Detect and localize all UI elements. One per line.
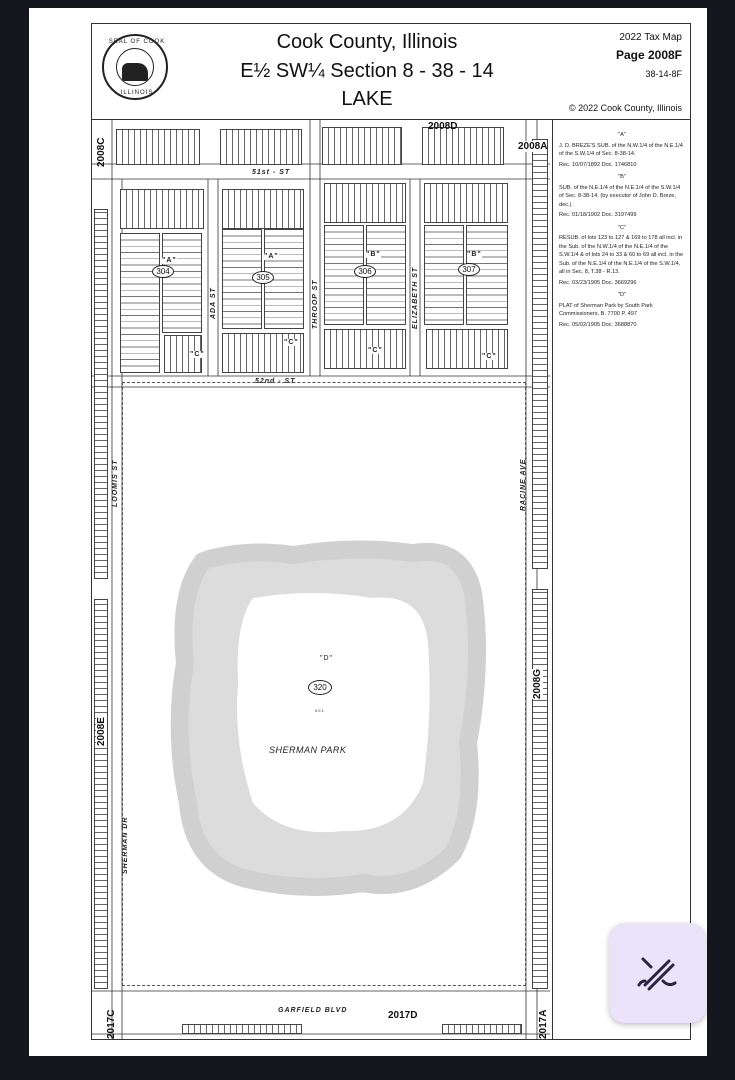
parcel-strip bbox=[324, 183, 406, 223]
street-sherman: SHERMAN DR bbox=[122, 816, 129, 874]
block-number: 305 bbox=[252, 271, 274, 284]
legend-record: Rec. 01/18/1902 Doc. 3197499 bbox=[559, 212, 637, 218]
block-number: 306 bbox=[354, 265, 376, 278]
parcel-strip bbox=[424, 183, 508, 223]
block-number: 304 bbox=[152, 265, 174, 278]
map-code: 38-14-8F bbox=[645, 69, 682, 79]
legend-key: "B" bbox=[618, 174, 626, 180]
legend-record: Rec. 05/02/1905 Doc. 3688870 bbox=[559, 321, 637, 328]
street-ada: ADA ST bbox=[210, 287, 217, 319]
parcel-strip bbox=[120, 189, 204, 229]
subdivision-letter: "B" bbox=[366, 251, 381, 258]
parcel-strip bbox=[324, 329, 406, 369]
subdivision-letter: "A" bbox=[162, 257, 177, 264]
park-subdivision-letter: "D" bbox=[320, 655, 334, 662]
street-52nd: 52nd - ST bbox=[255, 378, 296, 385]
parcel-strip bbox=[442, 1024, 522, 1034]
subdivision-legend bbox=[552, 119, 690, 1040]
seal-text-bottom: ILLINOIS bbox=[120, 90, 154, 96]
adjacent-page-bottom-center: 2017D bbox=[388, 1010, 418, 1021]
seal-text-top: SEAL OF COOK bbox=[108, 39, 166, 45]
subdivision-letter: "C" bbox=[482, 353, 497, 360]
park-block-number: 320 bbox=[308, 680, 332, 695]
subdivision-letter: "A" bbox=[264, 253, 279, 260]
copyright: © 2022 Cook County, Illinois bbox=[568, 103, 682, 113]
adjacent-page-bottom-left: 2017C bbox=[106, 1009, 117, 1039]
legend-text: SUB. of the N.E.1/4 of the N.E.1/4 of the S.W.1/4 of Sec. 8-38-14. (by executor of John D. Breze, dec.) bbox=[559, 184, 681, 208]
street-racine: RACINE AVE bbox=[520, 458, 527, 511]
parcel-rows bbox=[424, 225, 464, 325]
parcel-strip bbox=[426, 329, 508, 369]
street-garfield: GARFIELD BLVD bbox=[278, 1007, 348, 1014]
tax-map-year: 2022 Tax Map bbox=[619, 32, 682, 43]
parcel-strip bbox=[116, 129, 200, 165]
park-name: SHERMAN PARK bbox=[269, 745, 347, 755]
parcel-strip bbox=[182, 1024, 302, 1034]
legend-key: "D" bbox=[617, 292, 626, 298]
park-parcel-number: 001 bbox=[315, 708, 325, 713]
pen-sparkle-icon bbox=[609, 923, 706, 1023]
parcel-strip bbox=[532, 139, 548, 569]
subdivision-letter: "B" bbox=[467, 251, 482, 258]
parcel-rows bbox=[120, 233, 160, 373]
county-title: Cook County, Illinois bbox=[276, 31, 458, 53]
street-51st: 51st - ST bbox=[252, 169, 291, 176]
parcel-strip bbox=[220, 129, 302, 165]
adjacent-page-bottom-right: 2017A bbox=[538, 1009, 549, 1039]
township-title: LAKE bbox=[341, 88, 393, 110]
parcel-strip bbox=[94, 209, 108, 579]
adjacent-page-left: 2008E bbox=[96, 717, 107, 746]
sherman-park bbox=[122, 382, 526, 986]
tax-map-document bbox=[29, 8, 707, 1056]
map-header bbox=[92, 24, 690, 120]
adjacent-page-top-right: 2008A bbox=[518, 141, 548, 152]
legend-record: Rec. 10/07/1892 Doc. 1746810 bbox=[559, 161, 637, 168]
map-sheet bbox=[91, 23, 691, 1040]
block-number: 307 bbox=[458, 263, 480, 276]
adjacent-page-top-left: 2008C bbox=[96, 137, 107, 167]
edit-annotate-button[interactable] bbox=[609, 923, 706, 1023]
legend-key: "A" bbox=[618, 132, 626, 138]
subdivision-letter: "C" bbox=[190, 351, 205, 358]
parcel-strip bbox=[322, 127, 402, 165]
subdivision-letter: "C" bbox=[284, 339, 299, 346]
legend-key: "C" bbox=[617, 224, 626, 231]
page-label: Page 2008F bbox=[615, 48, 682, 62]
adjacent-page-top-center: 2008D bbox=[428, 121, 458, 132]
legend-text: J. D. BREZE'S SUB. of the N.W.1/4 of the N.E.1/4 of the S.W.1/4 of Sec. 8-38-14. bbox=[559, 142, 683, 157]
parcel-rows bbox=[162, 233, 202, 333]
street-elizabeth: ELIZABETH ST bbox=[412, 266, 419, 329]
legend-text: PLAT of Sherman Park by South Park Commissioners. B. 7700 P. 497 bbox=[559, 302, 653, 317]
adjacent-page-right: 2008G bbox=[532, 668, 543, 699]
legend-record: Rec. 03/23/1905 Doc. 3669296 bbox=[559, 279, 637, 286]
street-loomis: LOOMIS ST bbox=[112, 459, 119, 507]
section-title: E½ SW¼ Section 8 - 38 - 14 bbox=[240, 60, 494, 82]
subdivision-letter: "C" bbox=[368, 347, 383, 354]
legend-text: RESUB. of lots 123 to 127 & 169 to 178 all incl. in the Sub. of the N.W.1/4 of the N.E.1/4 of the S.W.1/4 & of lots 24 to 33 & 60 to 69 all incl. in the Sub. of the N.E.1/4 of the N.E.1/4 of the S.W.1/4, all in Sec. 8, T.38 - R.13. bbox=[559, 235, 684, 275]
parcel-strip bbox=[222, 189, 304, 229]
parcel-strip bbox=[532, 589, 548, 989]
parcel-strip bbox=[422, 127, 504, 165]
county-seal-icon bbox=[102, 34, 168, 100]
street-throop: THROOP ST bbox=[312, 279, 319, 329]
parcel-map bbox=[92, 119, 550, 1040]
parcel-strip bbox=[94, 599, 108, 989]
